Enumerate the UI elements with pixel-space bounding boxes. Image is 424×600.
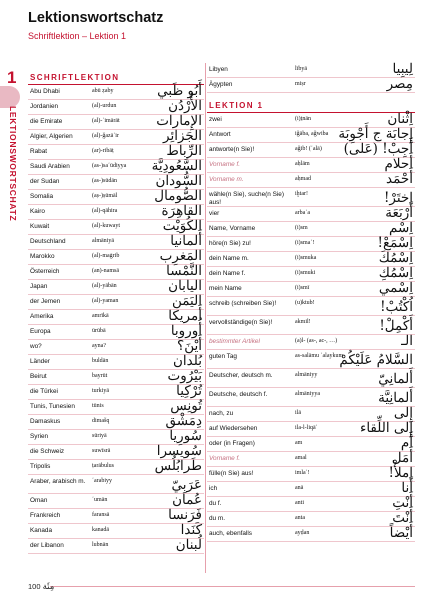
vocab-row [207,173,415,188]
vocab-row [28,460,204,475]
column-divider [205,63,206,573]
transliteration: amal [295,455,307,461]
transliteration: lubnān [92,542,109,548]
german-term: Amerika [30,313,54,320]
transliteration: arbaʿa [295,210,310,216]
transliteration: ʿarabiyy [92,478,112,484]
transliteration: (al)-maġrib [92,253,120,259]
arabic-term: سُويسرا [156,443,202,459]
german-term: Somalia [30,193,54,200]
german-term: Vorname f. [209,161,241,168]
vocab-row [207,78,415,93]
transliteration: anti [295,500,304,506]
german-term: antworte(n Sie)! [209,146,255,153]
arabic-term: أَيْنَ؟ [177,338,202,354]
vocab-row [207,335,415,350]
german-term: dein Name f. [209,270,246,277]
german-term: Vorname f. [209,455,241,462]
arabic-term: اليَمَن [171,293,202,309]
arabic-term: اِسْمَعْ! [377,235,413,251]
transliteration: (i)sm [295,225,308,231]
german-term: Rabat [30,148,48,155]
arabic-term: أَلمانيا [170,233,202,249]
german-term: wo? [30,343,42,350]
transliteration: iǧāba, aǧwiba [295,131,329,137]
german-term: Deutsche, deutsch f. [209,391,268,398]
arabic-term: الكُوَيْت [162,218,202,234]
arabic-term: فَرَنسا [168,507,202,523]
transliteration: (as-)sūdān [92,178,117,184]
transliteration: anā [295,485,304,491]
german-term: dein Name m. [209,255,249,262]
german-term: Saudi Arabien [30,163,70,170]
transliteration: dimašq [92,418,110,424]
arabic-term: عَرَبِيّ [171,477,202,493]
german-term: Beirut [30,373,47,380]
arabic-term: اِسْمُكِ [378,265,413,281]
arabic-term: إِجابَة ج أَجْوِبَة [338,126,413,142]
german-term: der Jemen [30,298,61,305]
arabic-term: النَّمْسا [166,263,202,279]
german-term: Tripolis [30,463,51,470]
transliteration: (aṣ-)ṣūmāl [92,193,118,199]
arabic-term: المَغرِب [159,248,202,264]
footer-rule [50,586,415,587]
german-term: du m. [209,515,225,522]
arabic-term: اِسْمي [378,280,413,296]
german-term: Antwort [209,131,231,138]
page-number [28,582,54,592]
vocab-row [207,527,415,542]
arabic-term: القاهِرَة [161,203,202,219]
vocab-row [207,497,415,512]
arabic-term: الـ [401,333,413,349]
arabic-term: دِمَشْق [165,413,202,429]
transliteration: suwīsrā [92,448,111,454]
german-term: du f. [209,500,222,507]
german-term: wähle(n Sie), suche(n Sie) aus! [209,191,284,206]
arabic-term: اِختَرْ! [383,190,413,206]
transliteration: imlaʾ! [295,470,310,476]
chapter-number: 1 [7,68,17,87]
vocab-row [207,316,415,335]
vocab-row [207,350,415,369]
arabic-term: أَم [400,435,413,451]
vocab-row [207,63,415,78]
german-term: Tunis, Tunesien [30,403,75,410]
vocab-list-right [207,113,415,542]
german-term: fülle(n Sie) aus! [209,470,254,477]
german-term: schreib (schreiben Sie)! [209,300,277,307]
arabic-term: أُوروبا [170,323,202,339]
transliteration: ayna? [92,343,106,349]
arabic-term: لِيبِيا [392,61,413,77]
vocab-row [207,482,415,497]
section-heading-schriftlektion: SCHRIFTLEKTION [28,71,204,85]
transliteration: miṣr [295,81,306,87]
arabic-term: أَبُو ظَبي [157,83,202,99]
transliteration: ilā [295,410,301,416]
transliteration: ila-l-liqāʾ [295,425,318,431]
german-term: oder (in Fragen) [209,440,255,447]
left-column [28,71,204,554]
arabic-term: تُرْكِيا [176,383,202,399]
german-term: Frankreich [30,512,61,519]
vocab-row [207,437,415,452]
page-subtitle: Schriftlektion – Lektion 1 [28,31,127,41]
transliteration: (i)ṯnān [295,116,311,122]
transliteration: (al)-yābān [92,283,117,289]
transliteration: as-salāmu ʿalaykum [295,353,344,359]
transliteration: amrīkā [92,313,109,319]
arabic-term: كَنَدا [180,522,202,538]
german-term: Kuwait [30,223,50,230]
german-term: der Libanon [30,542,64,549]
transliteration: (u)ktub! [295,300,315,306]
vocab-row [28,509,204,524]
transliteration: am [295,440,303,446]
transliteration: turkiyā [92,388,109,394]
arabic-term: السَّعُودِيَّة [151,158,202,174]
transliteration: (a)l- (as-, ac-, …) [295,338,338,344]
german-term: die Schweiz [30,448,65,455]
german-term: Damaskus [30,418,61,425]
vocab-row [28,539,204,554]
transliteration: iḫtar! [295,191,308,197]
german-term: mein Name [209,285,242,292]
arabic-term: أَنا [401,480,413,496]
arabic-term: طَرابُلُس [154,458,202,474]
transliteration: (al)-ʾimārāt [92,118,120,124]
arabic-term: السُّودان [155,173,202,189]
german-term: Marokko [30,253,55,260]
transliteration: (as-)saʿūdiyya [92,163,127,169]
german-term: Name, Vorname [209,225,256,232]
transliteration: lībyā [295,66,307,72]
german-term: Jordanien [30,103,59,110]
page-number-arabic: مِئَة [42,582,55,592]
chapter-tab-marker [0,86,20,108]
german-term: Syrien [30,433,49,440]
transliteration: (i)smuki [295,270,316,276]
arabic-term: السَّلامُ عَلَيْكُمْ [339,352,413,368]
german-term: der Sudan [30,178,60,185]
arabic-term: أَكْمِلْ! [379,318,413,334]
arabic-term: أَمَل [391,450,413,466]
german-term: Libyen [209,66,228,73]
vocab-row [207,297,415,316]
german-term: Ägypten [209,81,233,88]
german-term: Österreich [30,268,60,275]
arabic-term: الجَزائِر [163,128,202,144]
transliteration: almāniyy [295,372,318,378]
german-term: Deutschland [30,238,66,245]
german-term: vervollständige(n Sie)! [209,319,273,326]
vocab-list-left [28,85,204,554]
transliteration: kanadā [92,527,109,533]
vocab-row [207,512,415,527]
arabic-term: أَرْبَعَة [385,205,413,221]
transliteration: tūnis [92,403,104,409]
transliteration: almāniyya [295,391,320,397]
transliteration: (i)smaʿ! [295,240,315,246]
german-term: Kairo [30,208,45,215]
arabic-term: اِملأْ! [388,465,413,481]
german-term: zwei [209,116,222,123]
transliteration: (i)smī [295,285,310,291]
german-term: Länder [30,358,50,365]
transliteration: (al)-urdun [92,103,117,109]
arabic-term: أَلمانِيّ [378,371,413,387]
transliteration: buldān [92,358,109,364]
transliteration: anta [295,515,305,521]
german-term: Deutscher, deutsch m. [209,372,273,379]
german-term: Araber, arabisch m. [30,478,86,485]
transliteration: sūriyā [92,433,107,439]
arabic-term: الصُّومال [154,188,202,204]
page-number-latin: 100 [28,582,41,591]
german-term: höre(n Sie) zu! [209,240,251,247]
german-term: Algier, Algerien [30,133,73,140]
transliteration: ūrūbā [92,328,106,334]
german-term: Vorname m. [209,176,244,183]
arabic-term: أَلمانِيَّة [378,390,413,406]
transliteration: bayrūt [92,373,108,379]
transliteration: (al)-qāhira [92,208,118,214]
transliteration: ṭarābulus [92,463,114,469]
arabic-term: لُبنان [175,537,202,553]
transliteration: akmil! [295,319,311,325]
transliteration: ayḍan [295,530,310,536]
german-term: Europa [30,328,51,335]
german-term: Oman [30,497,48,504]
side-label [4,106,18,246]
vocab-row [207,388,415,407]
arabic-term: بُلدان [173,353,202,369]
arabic-term: اُكْتُبْ! [380,299,413,315]
arabic-term: بَيْرُوت [167,368,202,384]
vocab-row [207,467,415,482]
arabic-term: أَيْضاً [389,525,413,541]
vocab-row [207,369,415,388]
arabic-term: تُونِس [170,398,202,414]
transliteration: (al)-ǧazāʾir [92,133,119,139]
transliteration: almāniyā [92,238,114,244]
arabic-term: أَنْتِ [392,495,413,511]
right-column [207,63,415,542]
arabic-term: الإِمارات [156,113,202,129]
german-term: die Emirate [30,118,63,125]
transliteration: aǧib! (ʿalā) [295,146,322,152]
transliteration: (al)-yaman [92,298,119,304]
arabic-term: اِثْنان [387,111,413,127]
german-term: guten Tag [209,353,237,360]
transliteration: (an)-namsā [92,268,119,274]
arabic-term: أَنْتَ [392,510,413,526]
page-title: Lektionswortschatz [28,10,164,26]
transliteration: aḥlām [295,161,310,167]
arabic-term: عُمان [172,492,202,508]
transliteration: ʿumān [92,497,108,503]
vocab-row [207,188,415,207]
transliteration: (al)-kuwayt [92,223,120,229]
transliteration: aḥmad [295,176,311,182]
vocab-row [207,422,415,437]
german-term: nach, zu [209,410,234,417]
arabic-term: اليابان [168,278,202,294]
german-term: Kanada [30,527,53,534]
arabic-term: أَمريكا [168,308,202,324]
arabic-term: أَجِبْ! (عَلى) [343,141,413,157]
arabic-term: مِصر [386,76,413,92]
transliteration: (ar)-ribāṭ [92,148,114,154]
german-term: auf Wiedersehen [209,425,258,432]
vocab-row [207,282,415,297]
german-term: vier [209,210,220,217]
transliteration: faransā [92,512,110,518]
vocab-row [207,452,415,467]
arabic-term: أَحْمَد [386,171,413,187]
arabic-term: إِلى [393,405,413,421]
arabic-term: الرِّباط [166,143,202,159]
arabic-term: اِسْمُكَ [378,250,413,266]
side-label-text: LEKTIONSWORTSCHATZ [8,106,18,222]
german-term: Abu Dhabi [30,88,60,95]
transliteration: abū ẓaby [92,88,114,94]
arabic-term: أَحلام [384,156,413,172]
vocab-list-right-top [207,63,415,93]
arabic-term: سُورِيا [169,428,202,444]
german-term: ich [209,485,218,492]
arabic-term: اِسْم [388,220,413,236]
german-term: Japan [30,283,48,290]
arabic-term: الأُرْدُن [168,98,202,114]
german-term: die Türkei [30,388,58,395]
german-term: bestimmter Artikel [209,338,260,345]
section-heading-lektion-1: LEKTION 1 [207,99,415,113]
german-term: auch, ebenfalls [209,530,252,537]
arabic-term: إِلى اللِّقاء [359,420,413,436]
vocab-row [207,158,415,173]
vocab-row [207,207,415,222]
transliteration: (i)smuka [295,255,317,261]
